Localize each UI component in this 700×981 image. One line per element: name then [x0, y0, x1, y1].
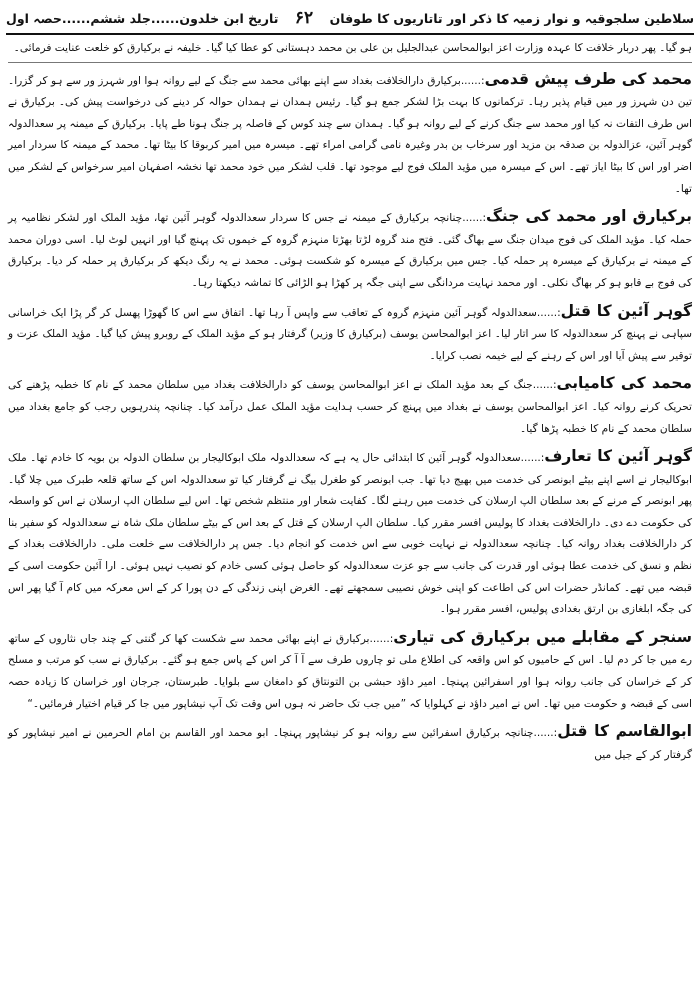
paragraph: محمد کی طرف پیش قدمی:......برکیارق دارالخلافت بغداد سے اپنے بھائی محمد سے جنگ کے لیے روانہ ہوا اور شہرز ور سے ہو کر گزرا۔ تین دن شہرز ور میں قیام پذیر رہا۔ ترکمانوں کا بہت بڑا لشکر جمع ہو گیا۔ رئیس ہمدان نے ہمدان حوالہ کر دینے کی درخواست پیش کی۔ برکیارق نے اس طرف التفات نہ کیا اور محمد سے جنگ کرنے کے لیے روانہ ہو گیا۔ ہمدان سے چند کوس کے فاصلہ پر جنگ ہونا طے پایا۔ برکیارق کے میمنہ پر سعدالدولہ گوہر آئین، عزالدولہ بن صدقہ بن مزید اور سرخاب بن بدر وغیرہ نامی گرامی امراء تھے۔ میسرہ میں امیر کربوقا کا بیٹا تھا۔ محمد کے میمنہ کا سردار امیر اضر اور اس کا بیٹا ایاز تھے۔ اس کے میسرہ میں مؤید الملک فوج لیے موجود تھا۔ قلب لشکر میں خود محمد تھا نخشہ اصفہان امیر سرخواس کے لشکر میں تھا۔: [8, 69, 692, 195]
section-heading: گوہر آئین کا قتل: [560, 301, 692, 320]
page-number: ۶۲: [294, 8, 314, 28]
paragraph: گوہر آئین کا قتل:......سعدالدولہ گوہر آئین منہزم گروہ کے تعاقب سے واپس آ رہا تھا۔ اتفاق سے اس کا گھوڑا پھسل کر گر پڑا ایک خراسانی سپاہی نے پہنچ کر سعدالدولہ کا سر اتار لیا۔ اعز ابوالمحاسن یوسف (برکیارق کا وزیر) گرفتار ہو کے مؤید الملک کے روبرو پیش کیا گیا۔ مؤید الملک عزت و توقیر سے پیش آیا اور اس کے رہنے کے لیے خیمہ نصب کرایا۔: [8, 301, 692, 362]
page-body: [8, 38, 692, 977]
paragraph-text: سعدالدولہ گوہر آئین منہزم گروہ کے تعاقب سے واپس آ رہا تھا۔ اتفاق سے اس کا گھوڑا پھسل کر گر پڑا ایک خراسانی سپاہی نے پہنچ کر سعدالدولہ کا سر اتار لیا۔ اعز ابوالمحاسن یوسف (برکیارق کا وزیر) گرفتار ہو کے مؤید الملک کے روبرو پیش کیا گیا۔ مؤید الملک عزت و توقیر سے پیش آیا اور اس کے رہنے کے لیے خیمہ نصب کرایا۔: [8, 306, 692, 362]
page-header: [6, 4, 694, 32]
section-heading: ابوالقاسم کا قتل: [557, 722, 692, 741]
volume-label: جلد ششم: [90, 10, 151, 26]
section-heading: محمد کی طرف پیش قدمی: [484, 69, 692, 88]
section-heading: گوہر آئین کا تعارف: [544, 447, 692, 466]
paragraph-text: چنانچہ برکیارق کے میمنہ نے جس کا سردار سعدالدولہ گوہر آئین تھا، مؤید الملک اور لشکر نظامیہ پر حملہ کیا۔ مؤید الملک کی فوج میدان جنگ سے بھاگ گئی۔ فتح مند گروہ لڑتا بھڑتا منہزم گروہ کے خیموں تک پہنچ گیا اور انہیں لوٹ لیا۔ اسی دوران محمد کے میمنہ نے برکیارق کے میسرہ پر حملہ کیا۔ جس میں برکیارق کے میسرہ کو شکست ہوئی۔ محمد نے یہ رنگ دیکھ کر برکیارق پر حملہ کر دیا۔ برکیارق کی فوج بے قابو ہو کر بھاگ نکلی۔ اور محمد نہایت مردانگی سے اپنی جگہ پر کھڑا ہو الڑائی کا تماشہ دیکھتا رہا۔: [8, 212, 692, 289]
header-divider: [6, 33, 694, 35]
paragraph-text: سعدالدولہ گوہر آئین کا ابتدائی حال یہ ہے کہ سعدالدولہ ملک ابوکالیجار بن سلطان الدولہ بن بویہ کا خادم تھا۔ ملک ابوکالیجار نے اسے اپنے بیٹے ابونصر کی خدمت میں بھیج دیا تھا۔ جب ابونصر کو طغرل بیگ نے گرفتار کیا تو سعدالدولہ اس کے ساتھ قلعہ طبرک میں چلا گیا۔ پھر ابونصر کے مرنے کے بعد سلطان الپ ارسلان کی خدمت میں رہنے لگا۔ کفایت شعار اور منتظم شخص تھا۔ اس لیے سلطان الپ ارسلان نے اس کو واسطہ کی حکومت دے دی۔ دارالخلافت بغداد کا پولیس افسر مقرر کیا۔ سلطان الپ ارسلان کے قتل کے بعد اس کے بیٹے سلطان ملک شاہ نے سعدالدولہ کو سفیر بنا کر دارالخلافت بغداد روانہ کیا۔ چنانچہ سعدالدولہ نے نہایت خوبی سے اس خدمت کو انجام دیا۔ جس پر دارالخلافت سے خلعت ملی۔ دارالخلافت بغداد کے نظم و نسق کی خدمت عطا ہوئی اور قدرت کی جانب سے جو عزت سعدالدولہ کو حاصل ہوئی کسی خادم کو نصیب نہیں ہوئی۔ ارا آئین حکومت اسی کے قبضہ میں تھے۔ کمانڈر حضرات اس کی اطاعت کو اپنی خوش نصیبی سمجھتے تھے۔ الغرض اپنی زندگی کے دن پورا کر کے اس معرکہ میں کام آ گیا پھر اس کی جگہ ابلغازی بن ارتق بغدادی پولیس، افسر مقرر ہوا۔: [8, 452, 692, 616]
paragraph: ابوالقاسم کا قتل:......چنانچہ برکیارق اسفرائین سے روانہ ہو کر نیشاپور پہنچا۔ ابو محمد اور القاسم بن امام الحرمین نے امیر نیشاپور کو گرفتار کر کے جیل میں: [8, 722, 692, 761]
paragraph-text: برکیارق نے اپنے بھائی محمد سے شکست کھا کر گنتی کے چند جاں نثاروں کے ساتھ رے میں جا کر دم لیا۔ اس کے حامیوں کو اس واقعہ کی اطلاع ملی تو چاروں طرف سے آ آ کر اس کے پاس جمع ہو گئے۔ برکیارق نے سب کو مرتب و مسلح کر کے خراسان کی جانب روانہ ہوا اور اسفرائین پہنچا۔ امیر داؤد حبشی بن التونتاق کو دامغان سے بلوایا۔ طبرستان، جرجان اور خراسان کا زیادہ حصہ اسی کے قبضہ و حکومت میں تھا۔ اس نے امیر داؤد نے کہلوایا کہ ”میں جب تک حاضر نہ ہوں اس وقت تک آپ نیشاپور میں جا کر قیام اختیار فرمائیں۔“: [8, 632, 692, 710]
paragraph: برکیارق اور محمد کی جنگ:......چنانچہ برکیارق کے میمنہ نے جس کا سردار سعدالدولہ گوہر آئین تھا، مؤید الملک اور لشکر نظامیہ پر حملہ کیا۔ مؤید الملک کی فوج میدان جنگ سے بھاگ گئی۔ فتح مند گروہ لڑتا بھڑتا منہزم گروہ کے خیموں تک پہنچ گیا اور انہیں لوٹ لیا۔ اسی دوران محمد کے میمنہ نے برکیارق کے میسرہ پر حملہ کیا۔ جس میں برکیارق کے میسرہ کو شکست ہوئی۔ محمد نے یہ رنگ دیکھ کر برکیارق پر حملہ کر دیا۔ برکیارق کی فوج بے قابو ہو کر بھاگ نکلی۔ اور محمد نہایت مردانگی سے اپنی جگہ پر کھڑا ہو الڑائی کا تماشہ دیکھتا رہا۔: [8, 207, 692, 289]
paragraph: [8, 38, 692, 63]
paragraph: محمد کی کامیابی:......جنگ کے بعد مؤید الملک نے اعز ابوالمحاسن یوسف کو دارالخلافت بغداد میں سلطان محمد کے نام کا خطبہ پڑھنے کی تحریک کرنے روانہ کیا۔ اعز ابوالمحاسن یوسف نے بغداد میں پہنچ کر حسب ہدایت مؤید الملک عمل درآمد کیا۔ چنانچہ پندرہویں رجب کو جامع بغداد میں سلطان محمد کے نام کا خطبہ پڑھا گیا۔: [8, 374, 692, 435]
paragraph-text: چنانچہ برکیارق اسفرائین سے روانہ ہو کر نیشاپور پہنچا۔ ابو محمد اور القاسم بن امام الحرمین نے امیر نیشاپور کو گرفتار کر کے جیل میں: [8, 727, 692, 761]
chapter-title: سلاطین سلجوقیہ و نوار زمیہ کا ذکر اور تاتاریوں کا طوفان: [329, 10, 694, 26]
paragraph-text: جنگ کے بعد مؤید الملک نے اعز ابوالمحاسن یوسف کو دارالخلافت بغداد میں سلطان محمد کے نام کا خطبہ پڑھنے کی تحریک کرنے روانہ کیا۔ اعز ابوالمحاسن یوسف نے بغداد میں پہنچ کر حسب ہدایت مؤید الملک عمل درآمد کیا۔ چنانچہ پندرہویں رجب کو جامع بغداد میں سلطان محمد کے نام کا خطبہ پڑھا گیا۔: [8, 379, 692, 435]
part-label: حصہ اول: [6, 10, 62, 26]
header-left-group: تاریخ ابن خلدون......جلد ششم......حصہ اول: [6, 10, 279, 26]
paragraph-text: ہو گیا۔ پھر دربار خلافت کا عہدہ وزارت اعز ابوالمحاسن عبدالجلیل بن علی بن محمد دہستانی کو عطا کیا گیا۔ خلیفہ نے برکیارق کو خلعت عنایت فرمائی۔: [13, 42, 692, 54]
paragraph: سنجر کے مقابلے میں برکیارق کی تیاری:......برکیارق نے اپنے بھائی محمد سے شکست کھا کر گنتی کے چند جاں نثاروں کے ساتھ رے میں جا کر دم لیا۔ اس کے حامیوں کو اس واقعہ کی اطلاع ملی تو چاروں طرف سے آ آ کر اس کے پاس جمع ہو گئے۔ برکیارق نے سب کو مرتب و مسلح کر کے خراسان کی جانب روانہ ہوا اور اسفرائین پہنچا۔ امیر داؤد حبشی بن التونتاق کو دامغان سے بلوایا۔ طبرستان، جرجان اور خراسان کا زیادہ حصہ اسی کے قبضہ و حکومت میں تھا۔ اس نے امیر داؤد نے کہلوایا کہ ”میں جب تک حاضر نہ ہوں اس وقت تک آپ نیشاپور میں جا کر قیام اختیار فرمائیں۔“: [8, 627, 692, 710]
paragraph-text: برکیارق دارالخلافت بغداد سے اپنے بھائی محمد سے جنگ کے لیے روانہ ہوا اور شہرز ور سے ہو کر گزرا۔ تین دن شہرز ور میں قیام پذیر رہا۔ ترکمانوں کا بہت بڑا لشکر جمع ہو گیا۔ رئیس ہمدان نے ہمدان حوالہ کر دینے کی درخواست پیش کی۔ برکیارق نے اس طرف التفات نہ کیا اور محمد سے جنگ کرنے کے لیے روانہ ہو گیا۔ ہمدان سے چند کوس کے فاصلہ پر جنگ ہونا طے پایا۔ برکیارق کے میمنہ پر سعدالدولہ گوہر آئین، عزالدولہ بن صدقہ بن مزید اور سرخاب بن بدر وغیرہ نامی گرامی امراء تھے۔ میسرہ میں امیر کربوقا کا بیٹا تھا۔ محمد کے میمنہ کا سردار امیر اضر اور اس کا بیٹا ایاز تھے۔ اس کے میسرہ میں مؤید الملک فوج لیے موجود تھا۔ قلب لشکر میں خود محمد تھا نخشہ اصفہان امیر سرخواس کے لشکر میں تھا۔: [8, 74, 692, 195]
book-title: تاریخ ابن خلدون: [179, 10, 279, 26]
section-heading: محمد کی کامیابی: [556, 374, 692, 393]
paragraph: گوہر آئین کا تعارف:......سعدالدولہ گوہر آئین کا ابتدائی حال یہ ہے کہ سعدالدولہ ملک ابوکالیجار بن سلطان الدولہ بن بویہ کا خادم تھا۔ ملک ابوکالیجار نے اسے اپنے بیٹے ابونصر کی خدمت میں بھیج دیا تھا۔ جب ابونصر کو طغرل بیگ نے گرفتار کیا تو سعدالدولہ اس کے ساتھ قلعہ طبرک میں چلا گیا۔ پھر ابونصر کے مرنے کے بعد سلطان الپ ارسلان کی خدمت میں رہنے لگا۔ کفایت شعار اور منتظم شخص تھا۔ اس لیے سلطان الپ ارسلان نے اس کو واسطہ کی حکومت دے دی۔ دارالخلافت بغداد کا پولیس افسر مقرر کیا۔ سلطان الپ ارسلان کے قتل کے بعد اس کے بیٹے سلطان ملک شاہ نے سعدالدولہ کو سفیر بنا کر دارالخلافت بغداد روانہ کیا۔ چنانچہ سعدالدولہ نے نہایت خوبی سے اس خدمت کو انجام دیا۔ جس پر دارالخلافت سے خلعت ملی۔ دارالخلافت بغداد کے نظم و نسق کی خدمت عطا ہوئی اور قدرت کی جانب سے جو عزت سعدالدولہ کو حاصل ہوئی کسی خادم کو نصیب نہیں ہوئی۔ ارا آئین حکومت اسی کے قبضہ میں تھے۔ کمانڈر حضرات اس کی اطاعت کو اپنی خوش نصیبی سمجھتے تھے۔ الغرض اپنی زندگی کے دن پورا کر کے اس معرکہ میں کام آ گیا پھر اس کی جگہ ابلغازی بن ارتق بغدادی پولیس، افسر مقرر ہوا۔: [8, 447, 692, 616]
section-heading: سنجر کے مقابلے میں برکیارق کی تیاری: [393, 627, 692, 646]
section-heading: برکیارق اور محمد کی جنگ: [486, 207, 692, 226]
